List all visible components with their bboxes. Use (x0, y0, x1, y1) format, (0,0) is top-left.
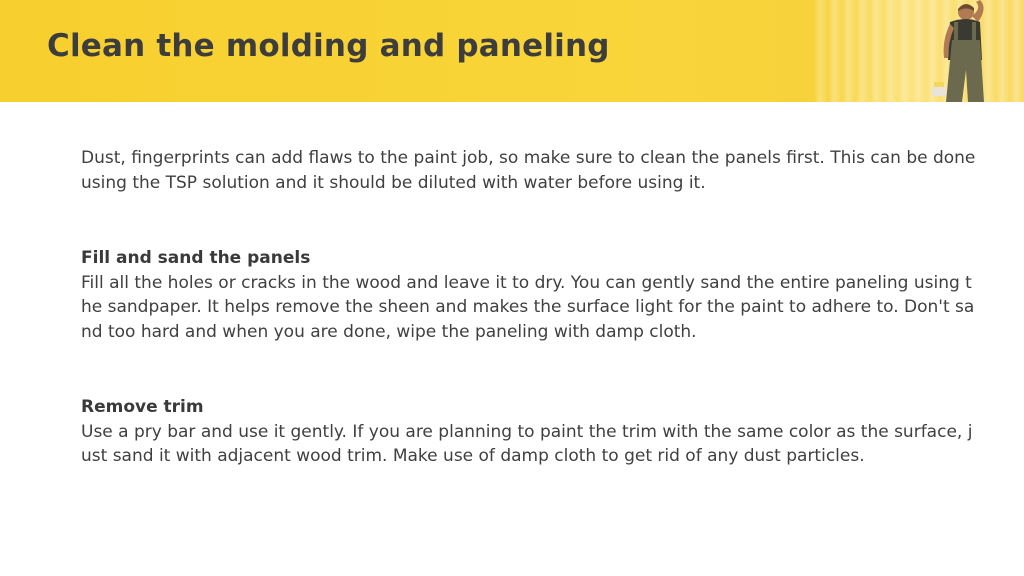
section-heading: Remove trim (81, 397, 204, 417)
section-body: Fill all the holes or cracks in the wood and leave it to dry. You can gently sand the entire paneling using the sandpaper. It helps remove the sheen and makes the surface light for the paint to adhere to. Don't sand too hard and when you are done, wipe the paneling with damp cloth. (81, 272, 975, 342)
section-remove-trim (81, 395, 976, 469)
section-heading: Fill and sand the panels (81, 248, 311, 268)
slide-content (81, 146, 976, 469)
section-body: Use a pry bar and use it gently. If you are planning to paint the trim with the same color as the surface, just sand it with adjacent wood trim. Make use of damp cloth to get rid of any dust particles. (81, 421, 973, 466)
page-title: Clean the molding and paneling (47, 28, 610, 64)
header-banner (0, 0, 1024, 102)
intro-paragraph: Dust, fingerprints can add flaws to the paint job, so make sure to clean the panels first. This can be done using the TSP solution and it should be diluted with water before using it. (81, 148, 976, 193)
painter-illustration (914, 0, 1004, 102)
section-fill-and-sand (81, 246, 976, 344)
